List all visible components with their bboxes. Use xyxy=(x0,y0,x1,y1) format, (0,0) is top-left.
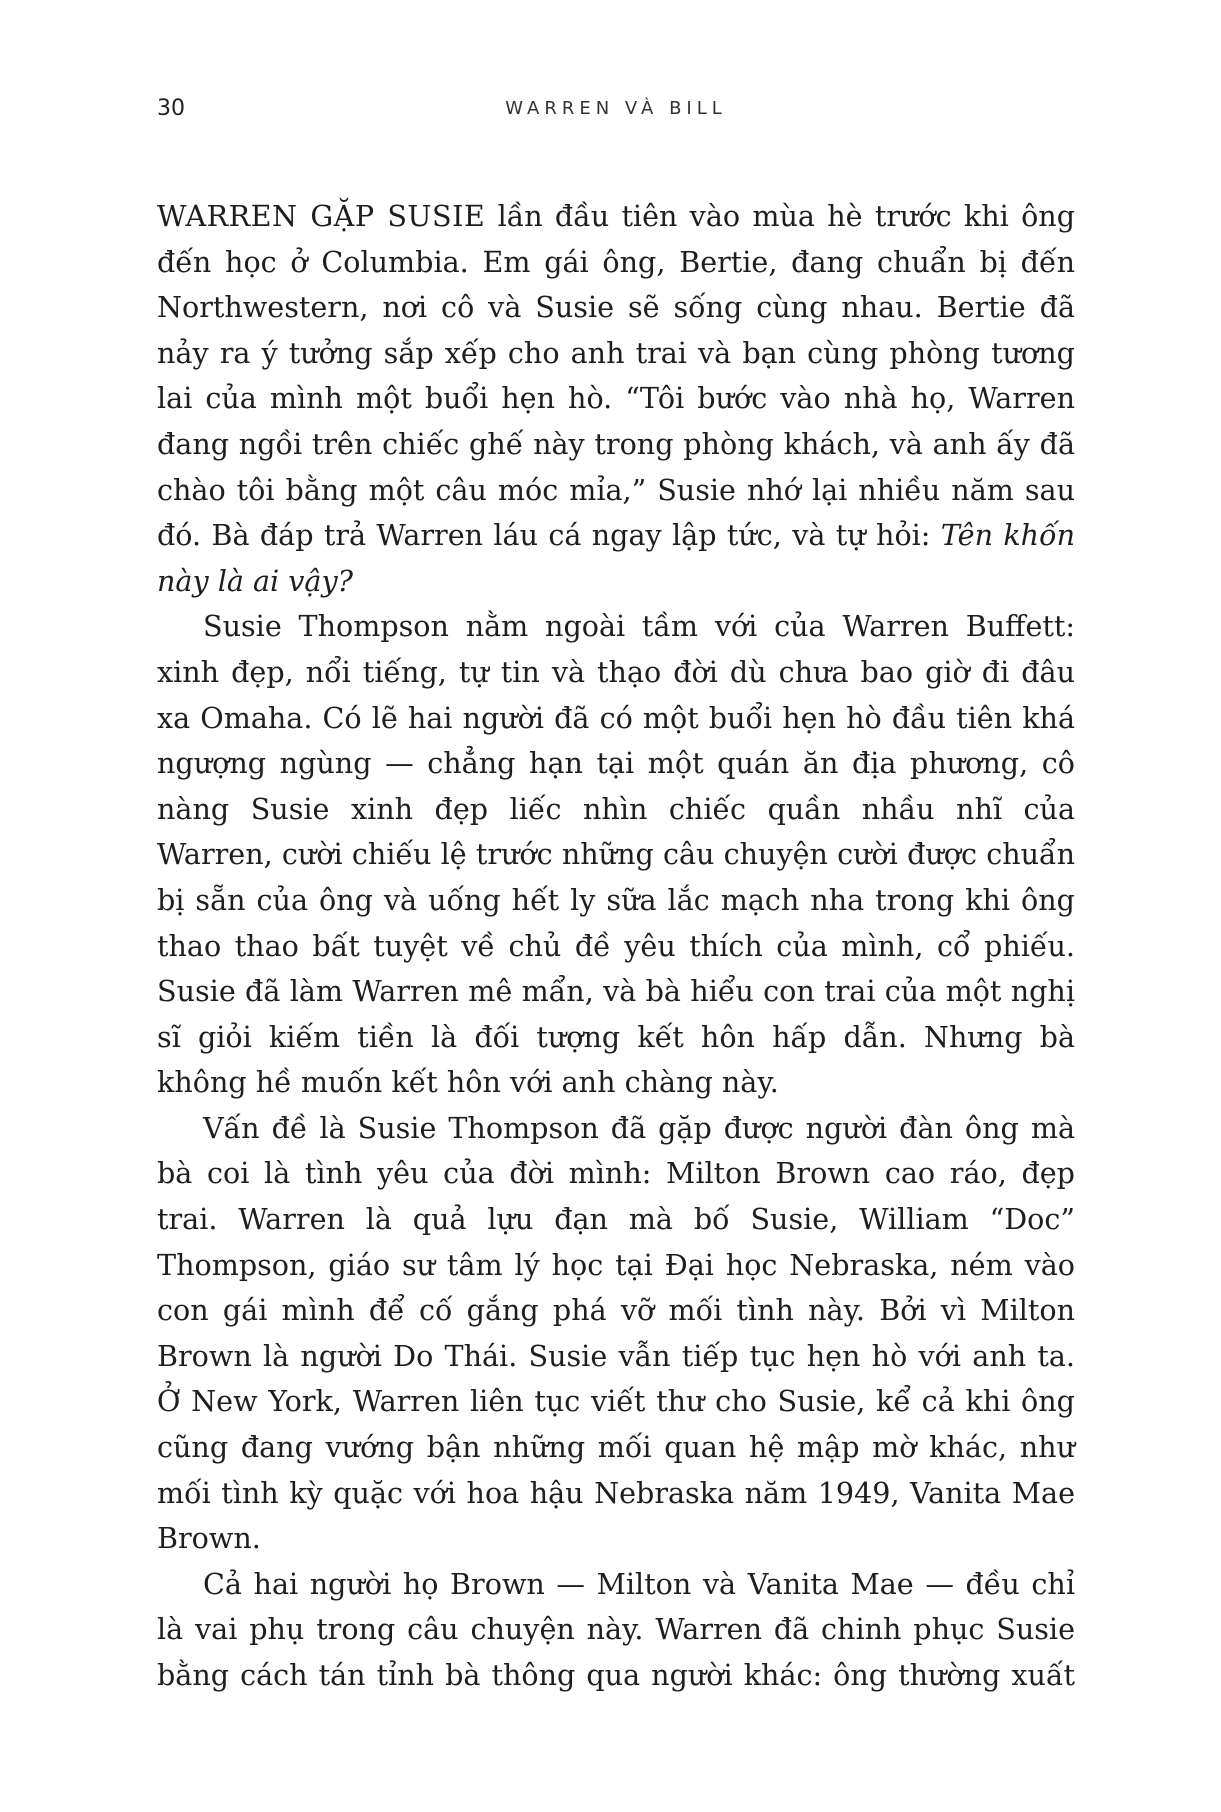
body-text xyxy=(157,194,1075,1699)
page-number: 30 xyxy=(157,96,185,121)
paragraph-1-lead-in: WARREN GẶP SUSIE xyxy=(157,199,486,233)
paragraph-1-text: lần đầu tiên vào mùa hè trước khi ông đến học ở Columbia. Em gái ông, Bertie, đang chuẩn bị đến Northwestern, nơi cô và Susie sẽ sống cùng nhau. Bertie đã nảy ra ý tưởng sắp xếp cho anh trai và bạn cùng phòng tương lai của mình một buổi hẹn hò. “Tôi bước vào nhà họ, Warren đang ngồi trên chiếc ghế này trong phòng khách, và anh ấy đã chào tôi bằng một câu móc mỉa,” Susie nhớ lại nhiều năm sau đó. Bà đáp trả Warren láu cá ngay lập tức, và tự hỏi: xyxy=(157,199,1076,553)
paragraph-4: Cả hai người họ Brown — Milton và Vanita Mae — đều chỉ là vai phụ trong câu chuyện này. Warren đã chinh phục Susie bằng cách tán tỉnh bà thông qua người khác: ông thường xuất xyxy=(157,1566,1075,1692)
paragraph-1-italic-question: Tên khốn này là ai vậy? xyxy=(157,518,1075,598)
running-title: WARREN VÀ BILL xyxy=(505,98,727,119)
paragraph-3: Vấn đề là Susie Thompson đã gặp được người đàn ông mà bà coi là tình yêu của đời mình: Milton Brown cao ráo, đẹp trai. Warren là quả lựu đạn mà bố Susie, William “Doc” Thompson, giáo sư tâm lý học tại Đại học Nebraska, ném vào con gái mình để cố gắng phá vỡ mối tình này. Bởi vì Milton Brown là người Do Thái. Susie vẫn tiếp tục hẹn hò với anh ta. Ở New York, Warren liên tục viết thư cho Susie, kể cả khi ông cũng đang vướng bận những mối quan hệ mập mờ khác, như mối tình kỳ quặc với hoa hậu Nebraska năm 1949, Vanita Mae Brown. xyxy=(157,1110,1075,1556)
paragraph-2: Susie Thompson nằm ngoài tầm với của Warren Buffett: xinh đẹp, nổi tiếng, tự tin và thạo đời dù chưa bao giờ đi đâu xa Omaha. Có lẽ hai người đã có một buổi hẹn hò đầu tiên khá ngượng ngùng — chẳng hạn tại một quán ăn địa phương, cô nàng Susie xinh đẹp liếc nhìn chiếc quần nhầu nhĩ của Warren, cười chiếu lệ trước những câu chuyện cười được chuẩn bị sẵn của ông và uống hết ly sữa lắc mạch nha trong khi ông thao thao bất tuyệt về chủ đề yêu thích của mình, cổ phiếu. Susie đã làm Warren mê mẩn, và bà hiểu con trai của một nghị sĩ giỏi kiếm tiền là đối tượng kết hôn hấp dẫn. Nhưng bà không hề muốn kết hôn với anh chàng này. xyxy=(157,609,1075,1100)
paragraph-1 xyxy=(157,194,1075,604)
running-header xyxy=(157,96,1075,126)
